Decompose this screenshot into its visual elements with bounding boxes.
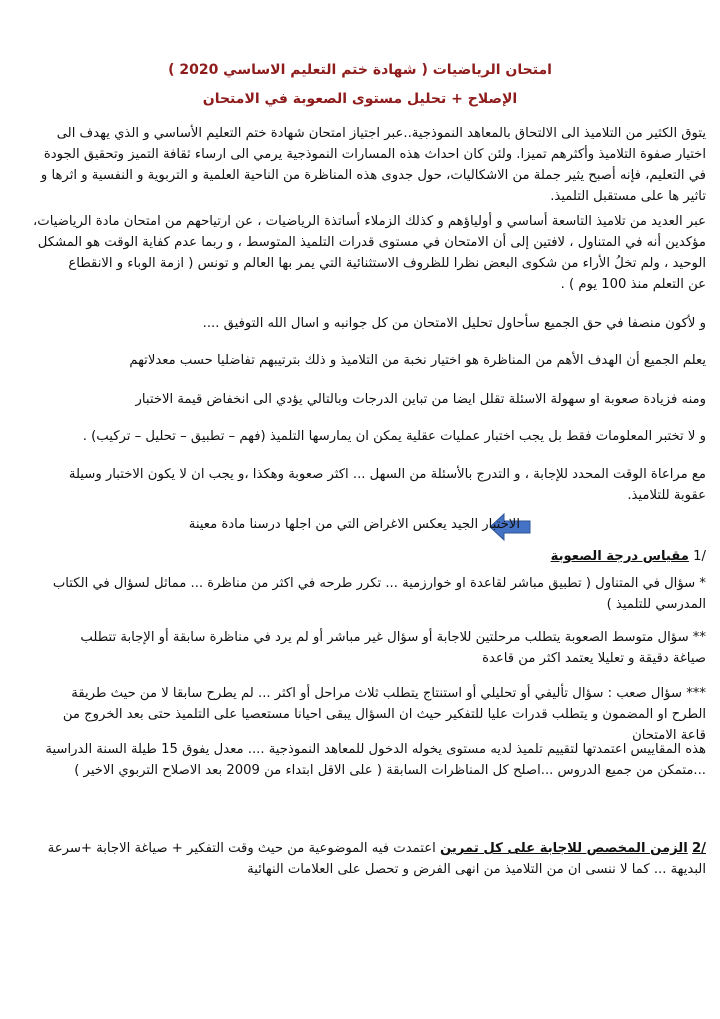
- text-line: اختيار صفوة التلاميذ وأكثرهم تميزا. ولئن كان احداث هذه المسارات النموذجية يرمي الى ارساء ثقافة التميز وتحقيق الجودة: [43, 147, 706, 162]
- text-line: عقوبة للتلاميذ.: [627, 488, 706, 503]
- text-line: ومنه فزيادة صعوبة او سهولة الاسئلة تقلل ايضا من تباين الدرجات وبالتالي يؤدي الى انخفاض قيمة الاختبار: [135, 392, 706, 407]
- text-line: قاعة الامتحان: [632, 728, 706, 743]
- text-line: مع مراعاة الوقت المحدد للإجابة ، و التدرج بالأسئلة من السهل ... اكثر صعوبة وهكذا ،و يجب ان لا يكون الاختبار وسيلة: [68, 467, 706, 482]
- arrow-note: الاختبار الجيد يعكس الاغراض التي من اجلها درسنا مادة معينة: [188, 517, 520, 532]
- text-line: *** سؤال صعب : سؤال تأليفي أو تحليلي أو استنتاج يتطلب ثلاث مراحل أو اكثر ... لم يطرح سابقا لا من حيث طريقة: [71, 686, 706, 701]
- text-line: هذه المقاييس اعتمدتها لتقييم تلميذ لديه مستوى يخوله الدخول للمعاهد النموذجية .... معدل يفوق 15 طيلة السنة الدراسية: [45, 742, 706, 757]
- paragraph: [33, 211, 706, 295]
- text-line: مؤكدين أنه في المتناول ، لافتين إلى أن الامتحان في مستوى قدرات التلميذ المتوسط ، و ربما عدم كفاية الوقت هو المشكل: [37, 235, 706, 250]
- text-line: و لأكون منصفا في حق الجميع سأحاول تحليل الامتحان من كل جوانبه و اسال الله التوفيق ....: [202, 316, 706, 331]
- paragraph: [108, 350, 706, 371]
- text-line: يعلم الجميع أن الهدف الأهم من المناظرة هو اختيار نخبة من التلاميذ و ذلك بترتيبهم تفاضليا حسب معدلاتهم: [129, 353, 706, 368]
- document-title: امتحان الرياضيات ( شهادة ختم التعليم الاساسي 2020 ): [168, 62, 552, 78]
- paragraph: [68, 464, 706, 506]
- list-item: [80, 627, 706, 669]
- document-subtitle: الإصلاح + تحليل مستوى الصعوبة في الامتحان: [202, 91, 518, 107]
- paragraph: [108, 389, 706, 410]
- text-line: صياغة دقيقة و تعليلا يعتمد اكثر من قاعدة: [482, 651, 706, 666]
- section-1-heading: [108, 546, 706, 567]
- text-line: تاثير ها على مستقبل التلميذ.: [550, 189, 706, 204]
- section-heading: مقياس درجة الصعوبة: [550, 549, 689, 564]
- list-item: [52, 573, 706, 615]
- section-text: البديهة ... كما لا ننسى ان من التلاميذ من انهى الفرض و تحصل على العلامات النهائية: [247, 862, 706, 877]
- paragraph: [82, 426, 706, 447]
- text-line: * سؤال في المتناول ( تطبيق مباشر لقاعدة او خوارزمية ... تكرر طرحه في اكثر من مناظرة ... مماثل لسؤال في الكتاب: [52, 576, 706, 591]
- text-line: الوحيد ، ولم تخلُ الأراء من شكوى البعض نظرا للظروف الاستثنائية التي يمر بها العالم و تونس ( ازمة الوباء و الانقطاع: [68, 256, 706, 271]
- text-line: ...متمكن من جميع الدروس ...اصلح كل المناظرات السابقة ( على الاقل ابتداء من 2009 بعد الاصلاح التربوي الاخير ): [74, 763, 706, 778]
- list-item: [62, 683, 706, 746]
- text-line: يتوق الكثير من التلاميذ الى الالتحاق بالمعاهد النموذجية..عبر اجتياز امتحان شهادة ختم التعليم الأساسي و الذي يهدف الى: [56, 126, 706, 141]
- paragraph: [108, 313, 706, 334]
- section-heading: الزمن المخصص للاجابة على كل تمرين: [439, 841, 688, 856]
- section-number: /1: [693, 549, 706, 564]
- text-line: و لا تختبر المعلومات فقط بل يجب اختبار عمليات عقلية يمكن ان يمارسها التلميذ (فهم – تطبيق – تحليل – تركيب) .: [82, 429, 706, 444]
- text-line: الطرح او المضمون و يتطلب قدرات عليا للتفكير حيث ان السؤال يبقى احيانا مستعصيا على التلميذ حتى بعد الخروج من: [62, 707, 706, 722]
- section-number: /2: [691, 841, 706, 856]
- paragraph: [40, 123, 706, 207]
- text-line: المدرسي للتلميذ ): [606, 597, 706, 612]
- text-line: ** سؤال متوسط الصعوبة يتطلب مرحلتين للاجابة أو سؤال غير مباشر أو لم يرد في مناظرة سابقة أو الإجابة تتطلب: [80, 630, 706, 645]
- text-line: عبر العديد من تلاميذ التاسعة أساسي و أولياؤهم و كذلك الزملاء أساتذة الرياضيات ، عن ارتياحهم من امتحان مادة الرياضيات،: [33, 214, 706, 229]
- list-item: [45, 739, 706, 781]
- text-line: في التعليم، فإنه أصبح يثير جملة من الاشكاليات، حول جدوى هذه المناظرة من الناحية العلمية و التربوية و النفسية و اثرها و: [40, 168, 706, 183]
- section-2: [47, 838, 706, 880]
- section-text: اعتمدت فيه الموضوعية من حيث وقت التفكير + صياغة الاجابة +سرعة: [47, 841, 440, 856]
- text-line: عن التعلم منذ 100 يوم ) .: [560, 277, 706, 292]
